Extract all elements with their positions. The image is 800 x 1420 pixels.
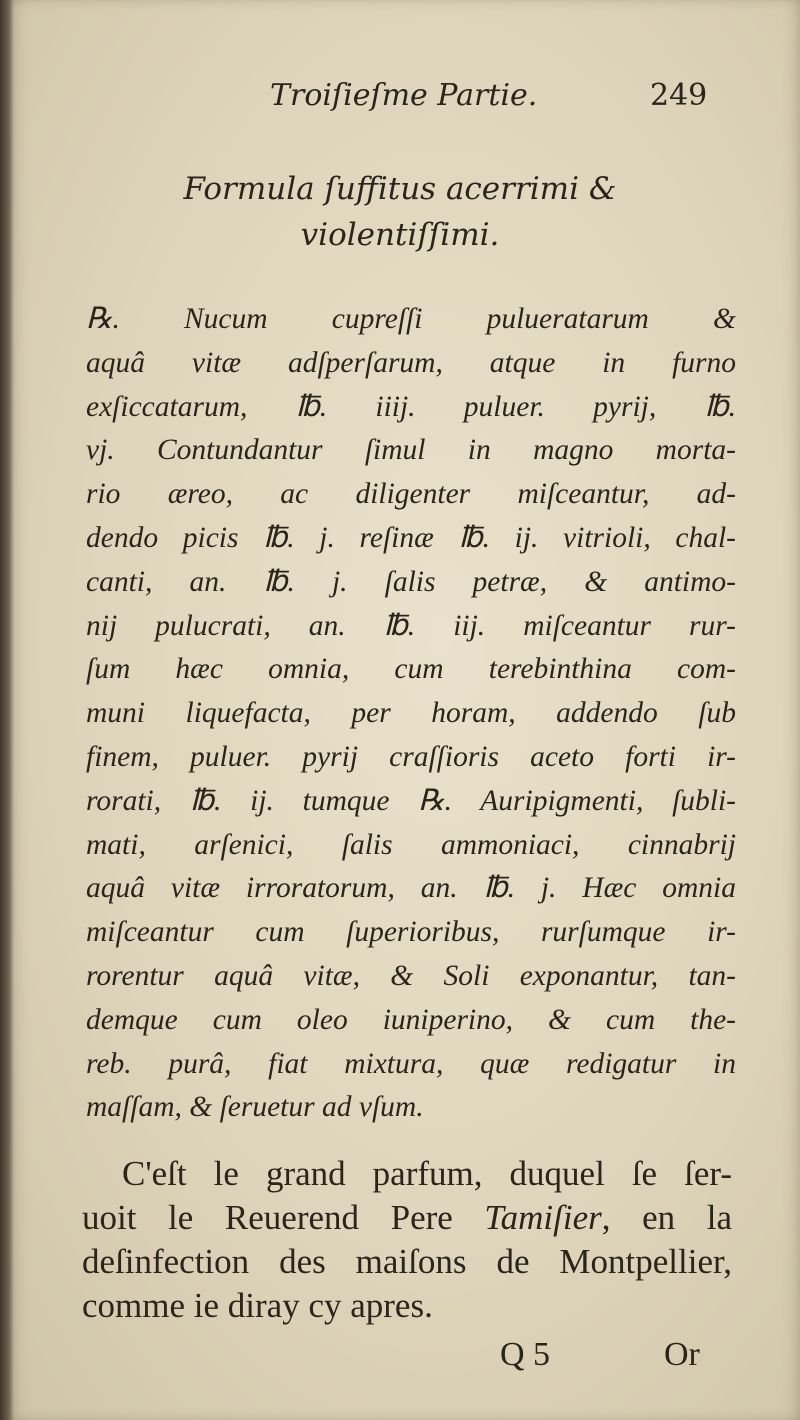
text-line: miſceantur cum ſuperioribus, rurſumque ir-: [86, 916, 736, 949]
text-line: C'eſt le grand parfum, duquel ſe ſer-: [122, 1154, 732, 1193]
signature-mark: Q 5: [500, 1336, 551, 1373]
text-line: deſinfection des maiſons de Montpellier,: [82, 1242, 732, 1281]
text-line: ſum hæc omnia, cum terebinthina com-: [86, 653, 736, 686]
text-line: exſiccatarum, ℔. iiij. puluer. pyrij, ℔.: [86, 390, 736, 423]
text-fragment: uoit le Reuerend Pere: [82, 1198, 485, 1237]
text-line: comme ie diray cy apres.: [82, 1286, 433, 1325]
text-line: demque cum oleo iuniperino, & cum the-: [86, 1003, 736, 1036]
french-paragraph: [82, 1152, 732, 1328]
text-line: [82, 1196, 732, 1240]
text-line: rio æreo, ac diligenter miſceantur, ad-: [86, 478, 736, 511]
formula-title: [0, 166, 800, 258]
text-line: canti, an. ℔. j. ſalis petræ, & antimo-: [86, 565, 736, 598]
latin-recipe-text: [86, 298, 736, 1130]
formula-title-line-1: Formula ſuffitus acerrimi &: [183, 171, 617, 207]
person-name: Tamiſier: [484, 1198, 602, 1237]
text-line: mati, arſenici, ſalis ammoniaci, cinnabrij: [86, 828, 736, 861]
text-line: finem, puluer. pyrij craſſioris aceto forti ir-: [86, 740, 736, 773]
text-line: rorati, ℔. ij. tumque ℞. Auripigmenti, ſubli-: [86, 784, 736, 817]
catchword: Or: [664, 1336, 700, 1373]
running-head: Troiſieſme Partie.: [270, 78, 538, 113]
text-line: aquâ vitæ adſperſarum, atque in furno: [86, 346, 736, 379]
text-line: maſſam, & ſeruetur ad vſum.: [86, 1091, 424, 1124]
text-fragment: , en la: [601, 1198, 732, 1237]
page-footer: [0, 1336, 800, 1386]
text-line: muni liquefacta, per horam, addendo ſub: [86, 697, 736, 730]
formula-title-line-2: violentiſſimi.: [300, 217, 500, 253]
text-line: vj. Contundantur ſimul in magno morta-: [86, 434, 736, 467]
text-line: aquâ vitæ irroratorum, an. ℔. j. Hæc omnia: [86, 872, 736, 905]
page-header: [0, 78, 800, 118]
text-line: rorentur aquâ vitæ, & Soli exponantur, tan-: [86, 959, 736, 992]
text-line: ℞. Nucum cupreſſi pulueratarum &: [86, 303, 736, 335]
page-number: 249: [650, 78, 708, 113]
text-line: dendo picis ℔. j. reſinæ ℔. ij. vitrioli, chal-: [86, 521, 736, 554]
text-line: reb. purâ, fiat mixtura, quæ redigatur in: [86, 1047, 736, 1080]
text-line: nij pulucrati, an. ℔. iij. miſceantur rur-: [86, 609, 736, 642]
